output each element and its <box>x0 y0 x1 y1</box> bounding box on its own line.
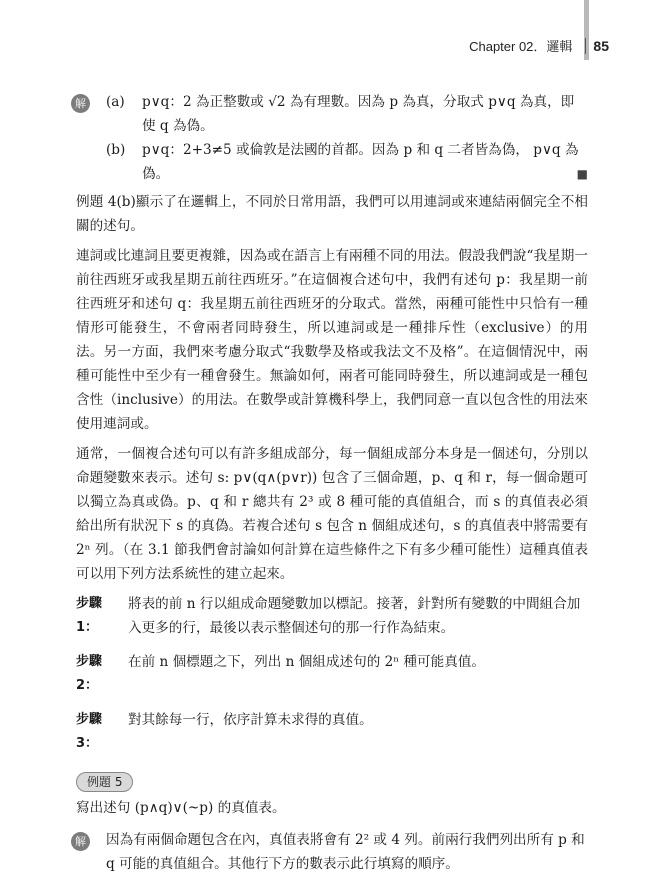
step-label: 步驟 2： <box>76 654 103 693</box>
example-solution-text: 因為有兩個命題包含在內，真值表將會有 2² 或 4 列。前兩行我們列出所有 p 和 q 可能的真值組合。其他行下方的數表示此行填寫的順序。 <box>106 832 585 872</box>
step-item <box>76 708 588 756</box>
chapter-title: Chapter 02．邏輯 <box>469 39 573 54</box>
step-text: 將表的前 n 行以組成命題變數加以標記。接著，針對所有變數的中間組合加入更多的行，最後以表示整個述句的那一行作為結束。 <box>128 596 581 636</box>
solution-block <box>76 90 588 186</box>
step-text: 對其餘每一行，依序計算未求得的真值。 <box>128 712 373 728</box>
example-solution-block <box>76 828 588 876</box>
step-label: 步驟 1： <box>76 596 103 635</box>
solution-part-b <box>106 138 588 162</box>
step-label: 步驟 3： <box>76 712 103 751</box>
part-a-line1: p∨q：2 為正整數或 √2 為有理數。因為 p 為真，分取式 p∨q 為真，即 <box>142 94 575 110</box>
page-number: 85 <box>593 37 609 54</box>
part-a-line2: 使 q 為偽。 <box>142 118 214 134</box>
header-divider <box>585 38 586 54</box>
qed-mark: ■ <box>576 167 588 181</box>
part-b-tag: (b) <box>106 142 126 158</box>
part-b-line1: p∨q：2+3≠5 或倫敦是法國的首都。因為 p 和 q 二者皆為偽， p∨q 為 <box>142 142 579 158</box>
paragraph-1: 例題 4(b)顯示了在邏輯上，不同於日常用語，我們可以用連詞或來連結兩個完全不相關的述句。 <box>76 194 588 234</box>
example-badge: 例題 5 <box>76 772 133 792</box>
page-header <box>469 36 609 55</box>
solution-part-a <box>106 90 588 114</box>
paragraph-2: 連詞或比連詞且要更複雜，因為或在語言上有兩種不同的用法。假設我們說“我星期一前往西班牙或我星期五前往西班牙。”在這個複合述句中，我們有述句 p：我星期一前往西班牙和述句 q：我星期五前往西班牙的分取式。當然，兩種可能性中只恰有一種情形可能發生，不會兩者同時發生，所以連詞或是一種排斥性（exclusive）的用法。另一方面，我們來考慮分取式“我數學及格或我法文不及格”。在這個情況中，兩種可能性中至少有一種會發生。無論如何，兩者可能同時發生，所以連詞或是一種包含性（inclusive）的用法。在數學或計算機科學上，我們同意一直以包含性的用法來使用連詞或。 <box>76 248 588 432</box>
step-text: 在前 n 個標題之下，列出 n 個組成述句的 2ⁿ 種可能真值。 <box>128 654 486 670</box>
solution-icon: 解 <box>71 832 90 851</box>
step-item <box>76 592 588 640</box>
part-a-tag: (a) <box>106 94 125 110</box>
step-list <box>76 592 588 756</box>
part-b-line2-row <box>106 162 588 186</box>
part-b-line2: 偽。 <box>142 166 170 182</box>
page-content <box>76 90 588 880</box>
step-item <box>76 650 588 698</box>
solution-icon: 解 <box>71 94 90 113</box>
paragraph-3: 通常，一個複合述句可以有許多組成部分，每一個組成部分本身是一個述句，分別以命題變數來表示。述句 s: p∨(q∧(p∨r)) 包含了三個命題，p、q 和 r，每一個命題可以獨立為真或偽。p、q 和 r 總共有 2³ 或 8 種可能的真值組合，而 s 的真值表必須給出所有狀況下 s 的真偽。若複合述句 s 包含 n 個組成述句，s 的真值表中將需要有 2ⁿ 列。（在 3.1 節我們會討論如何計算在這些條件之下有多少種可能性）這種真值表可以用下列方法系統性的建立起來。 <box>76 446 588 582</box>
example-question: 寫出述句 (p∧q)∨(~p) 的真值表。 <box>76 800 286 816</box>
